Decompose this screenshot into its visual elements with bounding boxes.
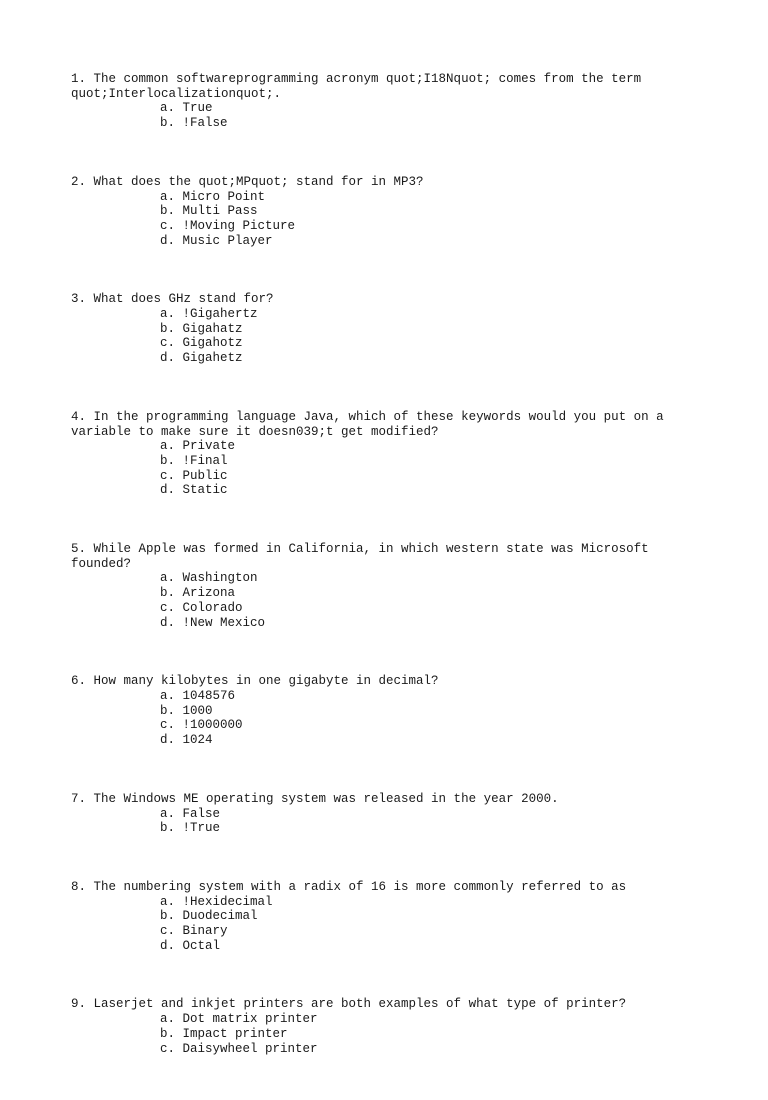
answer-option: a. Dot matrix printer [160, 1012, 318, 1027]
answer-option: b. Duodecimal [160, 909, 258, 924]
question-text: 4. In the programming language Java, which of these keywords would you put on a variable to make sure it doesn039;t get modified? [71, 409, 672, 439]
answer-options [71, 439, 691, 498]
question-9 [71, 997, 691, 1056]
answer-option: b. Multi Pass [160, 204, 258, 219]
question-4 [71, 410, 691, 498]
answer-option: d. Gigahetz [160, 351, 243, 366]
answer-option: b. Arizona [160, 586, 236, 601]
answer-options [71, 307, 691, 366]
answer-option: c. !Moving Picture [160, 218, 296, 233]
answer-option: a. Private [160, 439, 236, 454]
question-6 [71, 674, 691, 748]
question-7 [71, 792, 691, 836]
question-5 [71, 542, 691, 630]
answer-options [71, 571, 691, 630]
question-text: 2. What does the quot;MPquot; stand for in MP3? [71, 174, 424, 189]
answer-option: c. !1000000 [160, 718, 243, 733]
question-text: 7. The Windows ME operating system was released in the year 2000. [71, 791, 559, 806]
answer-option: a. 1048576 [160, 688, 236, 703]
answer-options [71, 807, 691, 836]
document-page [71, 72, 691, 1100]
answer-option: a. !Gigahertz [160, 307, 258, 322]
question-3 [71, 292, 691, 366]
question-8 [71, 880, 691, 954]
answer-option: b. !True [160, 821, 221, 836]
question-text: 3. What does GHz stand for? [71, 292, 274, 307]
answer-option: c. Binary [160, 924, 228, 939]
question-text: 6. How many kilobytes in one gigabyte in decimal? [71, 674, 439, 689]
answer-option: c. Public [160, 468, 228, 483]
answer-option: b. Impact printer [160, 1026, 288, 1041]
answer-option: c. Daisywheel printer [160, 1041, 318, 1056]
answer-option: d. !New Mexico [160, 615, 266, 630]
answer-option: a. Micro Point [160, 189, 266, 204]
answer-option: a. False [160, 806, 221, 821]
answer-option: c. Gigahotz [160, 336, 243, 351]
answer-options [71, 190, 691, 249]
answer-option: d. Static [160, 483, 228, 498]
answer-options [71, 101, 691, 130]
answer-option: a. Washington [160, 571, 258, 586]
answer-option: b. Gigahatz [160, 321, 243, 336]
answer-option: d. Music Player [160, 233, 273, 248]
answer-option: b. !False [160, 116, 228, 131]
answer-options [71, 895, 691, 954]
question-text: 8. The numbering system with a radix of 16 is more commonly referred to as [71, 879, 627, 894]
question-text: 9. Laserjet and inkjet printers are both examples of what type of printer? [71, 997, 627, 1012]
answer-option: b. !Final [160, 453, 228, 468]
question-text: 1. The common softwareprogramming acronym quot;I18Nquot; comes from the term quot;Interlocalizationquot;. [71, 72, 649, 101]
answer-option: b. 1000 [160, 703, 213, 718]
answer-option: d. Octal [160, 938, 221, 953]
answer-options [71, 1012, 691, 1056]
answer-option: d. 1024 [160, 733, 213, 748]
answer-option: a. !Hexidecimal [160, 894, 273, 909]
question-text: 5. While Apple was formed in California, in which western state was Microsoft founded? [71, 542, 657, 571]
question-2 [71, 175, 691, 249]
answer-option: a. True [160, 101, 213, 116]
answer-option: c. Colorado [160, 600, 243, 615]
question-1 [71, 72, 691, 131]
answer-options [71, 689, 691, 748]
